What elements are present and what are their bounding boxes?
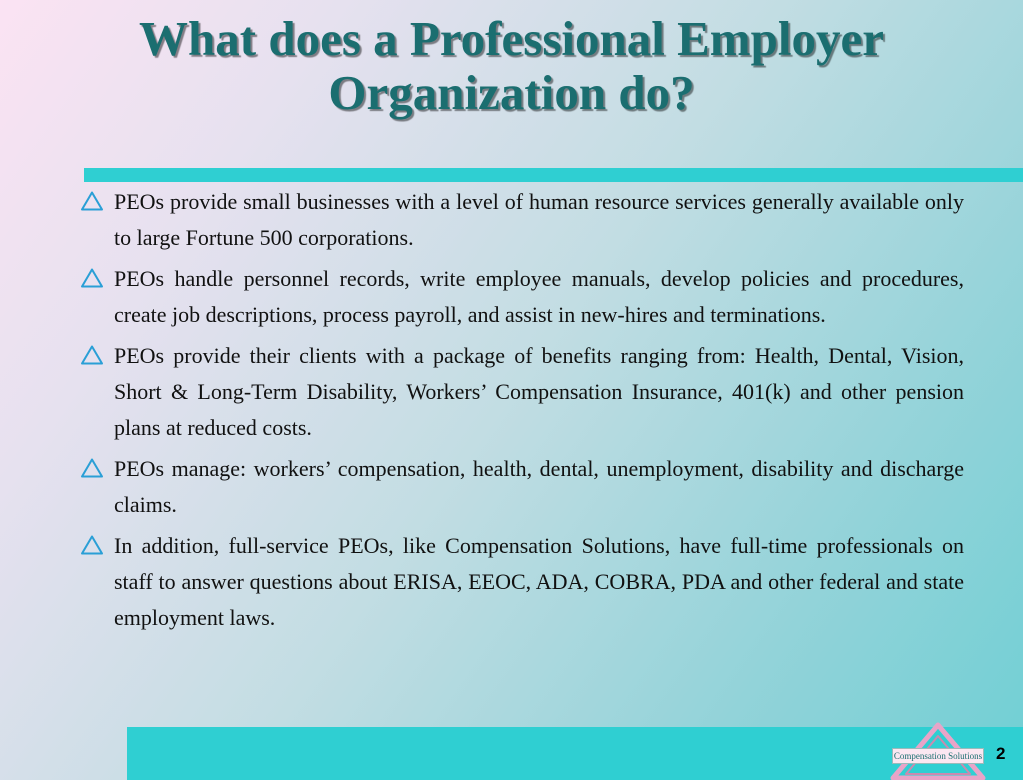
title-line-1: What does a Professional Employer <box>139 11 884 66</box>
triangle-outline-icon <box>80 344 104 366</box>
bullet-text: PEOs manage: workers’ compensation, health, dental, unemployment, disability and discharge claims. <box>114 456 964 517</box>
bullet-text: PEOs handle personnel records, write employee manuals, develop policies and procedures, create job descriptions, process payroll, and assist in new-hires and terminations. <box>114 266 964 327</box>
bullet-item <box>80 451 964 523</box>
bullet-text: PEOs provide their clients with a package of benefits ranging from: Health, Dental, Vision, Short & Long-Term Disability, Workers’ Compensation Insurance, 401(k) and other pension plans at reduced costs. <box>114 343 964 440</box>
page-number: 2 <box>996 744 1006 763</box>
bullet-item <box>80 528 964 636</box>
slide-title <box>0 12 1023 120</box>
bullet-text: PEOs provide small businesses with a level of human resource services generally available only to large Fortune 500 corporations. <box>114 189 964 250</box>
bullet-item <box>80 261 964 333</box>
bullet-text: In addition, full-service PEOs, like Compensation Solutions, have full-time professionals on staff to answer questions about ERISA, EEOC, ADA, COBRA, PDA and other federal and state employment laws. <box>114 533 964 630</box>
title-divider-bar <box>84 168 1023 182</box>
triangle-outline-icon <box>80 534 104 556</box>
logo-wordmark: Compensation Solutions <box>892 748 984 764</box>
bullet-item <box>80 338 964 446</box>
triangle-outline-icon <box>80 267 104 289</box>
triangle-outline-icon <box>80 190 104 212</box>
bullet-item <box>80 184 964 256</box>
bullet-list <box>80 184 964 641</box>
triangle-outline-icon <box>80 457 104 479</box>
title-line-2: Organization do? <box>328 65 695 120</box>
footer-band <box>127 727 1023 780</box>
